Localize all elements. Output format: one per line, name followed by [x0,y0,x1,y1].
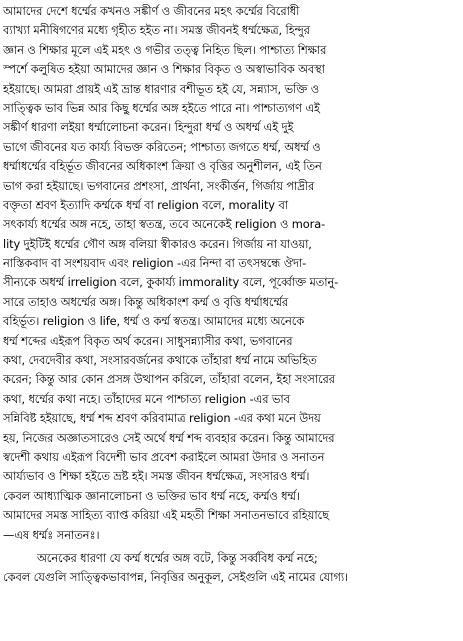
text-line: সঙ্কীর্ণ ধারণা লইয়া ধর্ম্মালোচনা করেন। হিন্দুরা ধর্ম্ম ও অধর্ম্ম এই দুই [3,120,294,135]
text-line: ভাগ করা হইয়াছে। ভগবানের প্রশংসা, প্রার্থনা, সংকীর্ত্তন, গির্জায় পাদ্রীর [3,178,315,193]
text-line: কেবল যেগুলি সাত্ত্বিকভাবাপন্ন, নিবৃত্তির অনুকূল, সেইগুলি এই নামের যোগ্য। [3,570,349,585]
text-line: ধর্ম্ম শব্দের এইরূপ বিকৃত অর্থ করেন। সাধুসন্ন্যাসীর কথা, ভগবানের [3,333,293,348]
text-line: lity দুইটিই ধর্ম্মের গৌণ অঙ্গ বলিয়া স্বীকারও করেন। গির্জায় না যাওয়া, [3,236,312,251]
text-line: অনেকের ধারণা যে কর্ম্ম ধর্ম্মের অঙ্গ বটে, কিন্তু সর্ব্ববিধ কর্ম্ম নহে; [37,550,318,565]
text-line: বহির্ভূত। religion ও life, ধর্ম্ম ও কর্ম্ম স্বতন্ত্র। আমাদের মধ্যে অনেকে [3,314,305,329]
text-line: কথা, ধর্ম্মের কথা নহে। তাঁহাদের মনে পাশ্চাত্য religion -এর ভাব [3,391,290,406]
text-line: নাস্তিকবাদ বা সংশয়বাদ এবং religion -এর নিন্দা বা তৎসম্বন্ধে ঔদা- [3,256,307,271]
text-line: কেবল আধ্যাত্মিক জ্ঞানালোচনা ও ভক্তির ভাব ধর্ম্ম নহে, কর্ম্মও ধর্ম্ম। [3,488,300,503]
text-line: সন্নিবিষ্ট হইয়াছে, ধর্ম্ম শব্দ শ্রবণ করিবামাত্র religion -এর কথা মনে উদয় [3,411,321,426]
paragraph-1 [3,2,460,545]
text-line: কথা, দেবদেবীর কথা, সংসারবর্জনের কথাকে তাঁহারা ধর্ম্ম নামে অভিহিত [3,353,317,368]
text-line: হইয়াছে। আমরা প্রায়ই এই ভ্রান্ত ধারণার বশীভূত হই যে, সন্ন্যাস, ভক্তি ও [3,81,320,96]
text-line: আর্য্যভাব ও শিক্ষা হইতে ভ্রষ্ট হই। সমস্ত জীবন ধর্ম্মক্ষেত্র, সংসারও ধর্ম্ম। [3,469,310,484]
text-line: হয়, নিজের অজ্ঞাতসারেও সেই অর্থে ধর্ম্ম শব্দ ব্যবহার করেন। কিন্তু আমাদের [3,430,335,445]
text-line: করেন; কিন্তু আর কোন প্রসঙ্গ উত্থাপন করিলে, তাঁহারা বলেন, ইহা সংসারের [3,372,335,387]
text-line: ব্যাখ্যা মনীষিগণের মধ্যে গৃহীত হইত না। সমস্ত জীবনই ধর্ম্মক্ষেত্র, হিন্দুর [3,23,310,38]
text-line: ভাগে জীবনের যত কার্য্য বিভক্ত করিতেন; পাশ্চাত্য জগতে ধর্ম্ম, অধর্ম্ম ও [3,139,321,154]
text-line: ধর্ম্মাধর্ম্মের বহির্ভূত জীবনের অধিকাংশ ক্রিয়া ও বৃত্তির অনুশীলন, এই তিন [3,159,322,174]
text-line: জ্ঞান ও শিক্ষার মূলে এই মহৎ ও গভীর তত্ত্ব নিহিত ছিল। পাশ্চাত্য শিক্ষার [3,42,327,57]
text-line: স্বদেশী কথায় এইরূপ বিদেশী ভাব প্রবেশ করাইলে আমরা উদার ও সনাতন [3,449,325,464]
text-line: সারে তাহাও অধর্ম্মের অঙ্গ। কিন্তু অধিকাংশ কর্ম্ম ও বৃত্তি ধর্ম্মাধর্ম্মের [3,294,289,309]
paragraph-2 [3,549,460,588]
text-line: স্পর্শে কলুষিত হইয়া আমাদের জ্ঞান ও শিক্ষার বিকৃত ও অস্বাভাবিক অবস্থা [3,62,325,77]
text-line: সীন্যকে অধর্ম্ম irreligion বলে, কুকার্য্য immorality বলে, পূর্ব্বোক্ত মতানু- [3,275,339,290]
text-line: সৎকার্য্য ধর্ম্মের অঙ্গ নহে, তাহা স্বতন্ত্র, তবে অনেকেই religion ও mora- [3,217,326,232]
text-line: আমাদের দেশে ধর্ম্মের কখনও সঙ্কীর্ণ ও জীবনের মহৎ কর্ম্মের বিরোধী [3,4,300,18]
text-line: —এষ ধর্ম্মঃ সনাতনঃ। [3,527,100,542]
text-line: বক্তৃতা শ্রবণ ইত্যাদি কর্ম্মকে ধর্ম্ম বা religion বলে, morality বা [3,197,289,212]
text-line: সাত্ত্বিক ভাব ভিন্ন আর কিছু ধর্ম্মের অঙ্গ হইতে পারে না। পাশ্চাত্যগণ এই [3,100,320,115]
text-line: আমাদের সমস্ত সাহিত্য ব্যাপ্ত করিয়া এই মহতী শিক্ষা সনাতনভাবে রহিয়াছে [3,508,329,523]
